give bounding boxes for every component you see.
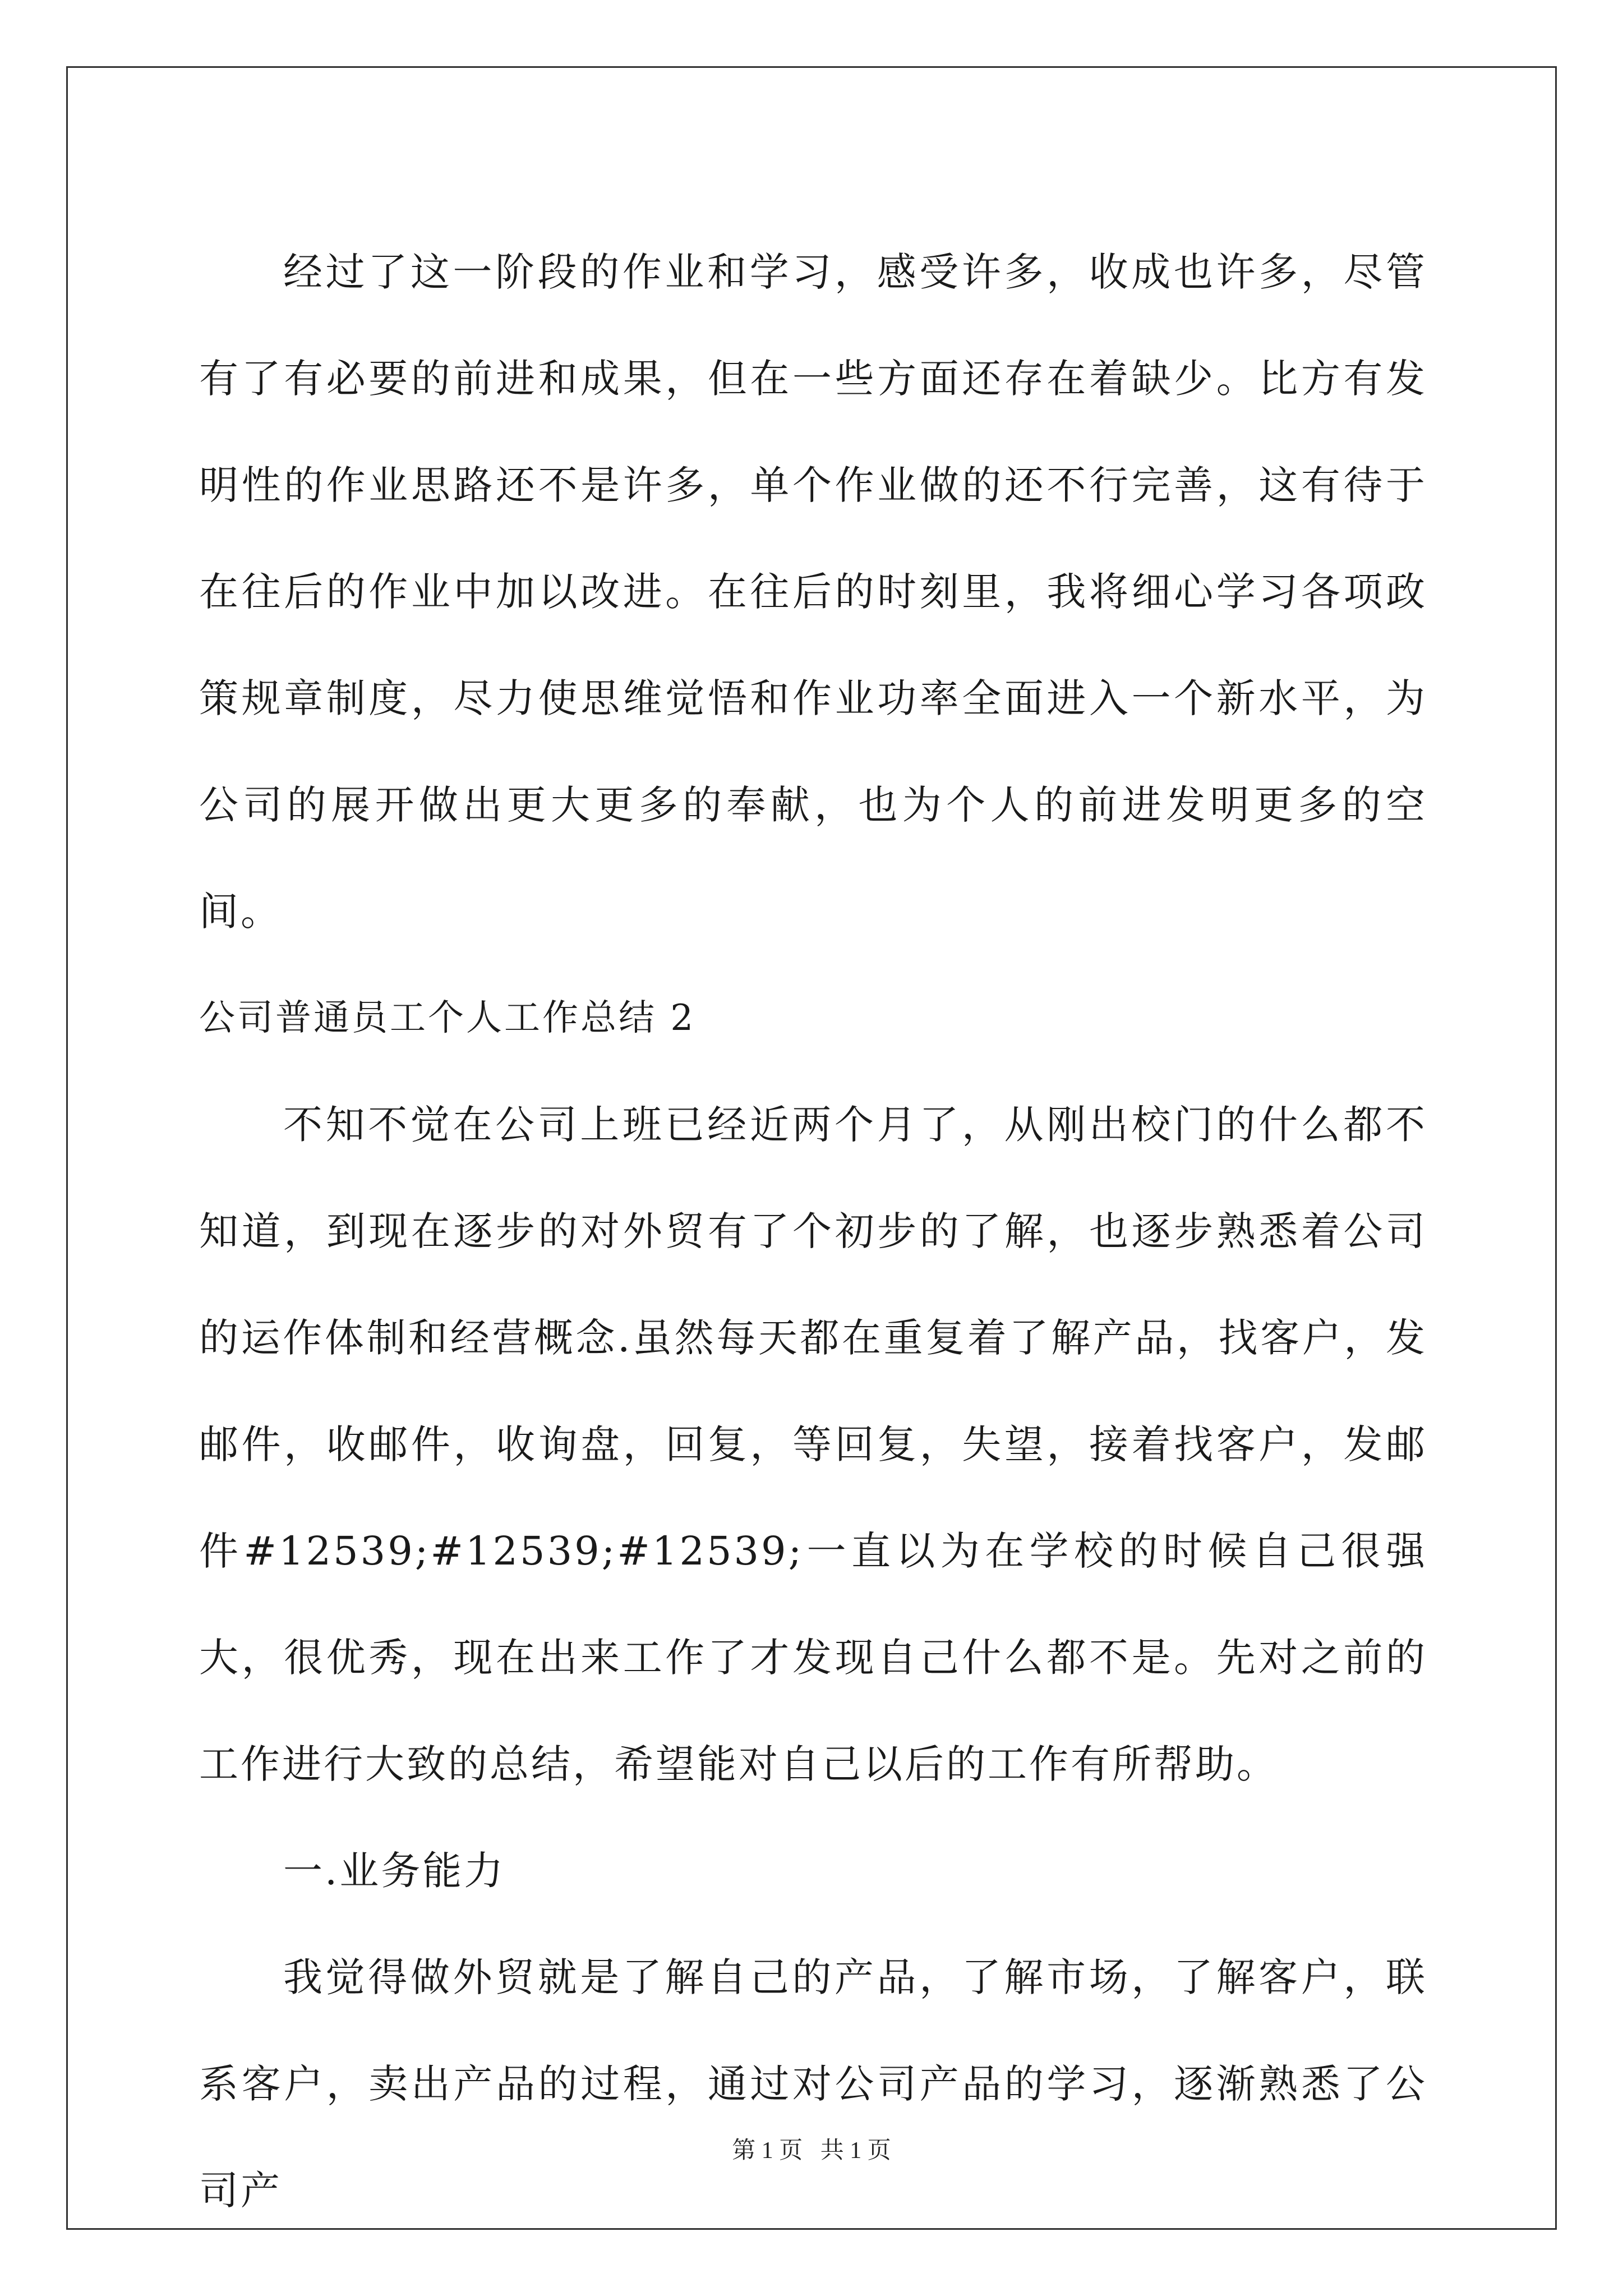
subsection-heading: 一.业务能力 <box>283 1848 506 1894</box>
paragraph: 不知不觉在公司上班已经近两个月了，从刚出校门的什么都不知道，到现在逐步的对外贸有了个初步的了解，也逐步熟悉着公司的运作体制和经营概念.虽然每天都在重复着了解产品，找客户，发邮件，收邮件，收询盘，回复，等回复，失望，接着找客户，发邮件#12539;#12539;#12539;一直以为在学校的时候自己很强大，很优秀，现在出来工作了才发现自己什么都不是。先对之前的工作进行大致的总结，希望能对自己以后的工作有所帮助。 <box>199 1102 1427 1787</box>
page-footer: 第 1 页 共 1 页 <box>732 2138 891 2164</box>
paragraph: 经过了这一阶段的作业和学习，感受许多，收成也许多，尽管有了有必要的前进和成果，但在一些方面还存在着缺少。比方有发明性的作业思路还不是许多，单个作业做的还不行完善，这有待于在往后的作业中加以改进。在往后的时刻里，我将细心学习各项政策规章制度，尽力使思维觉悟和作业功率全面进入一个新水平，为公司的展开做出更大更多的奉献，也为个人的前进发明更多的空间。 <box>199 249 1427 935</box>
document-body <box>199 219 1427 2244</box>
section-heading: 公司普通员工个人工作总结 2 <box>199 997 696 1039</box>
paragraph: 我觉得做外贸就是了解自己的产品，了解市场，了解客户，联系客户，卖出产品的过程，通过对公司产品的学习，逐渐熟悉了公司产 <box>199 1954 1427 2214</box>
